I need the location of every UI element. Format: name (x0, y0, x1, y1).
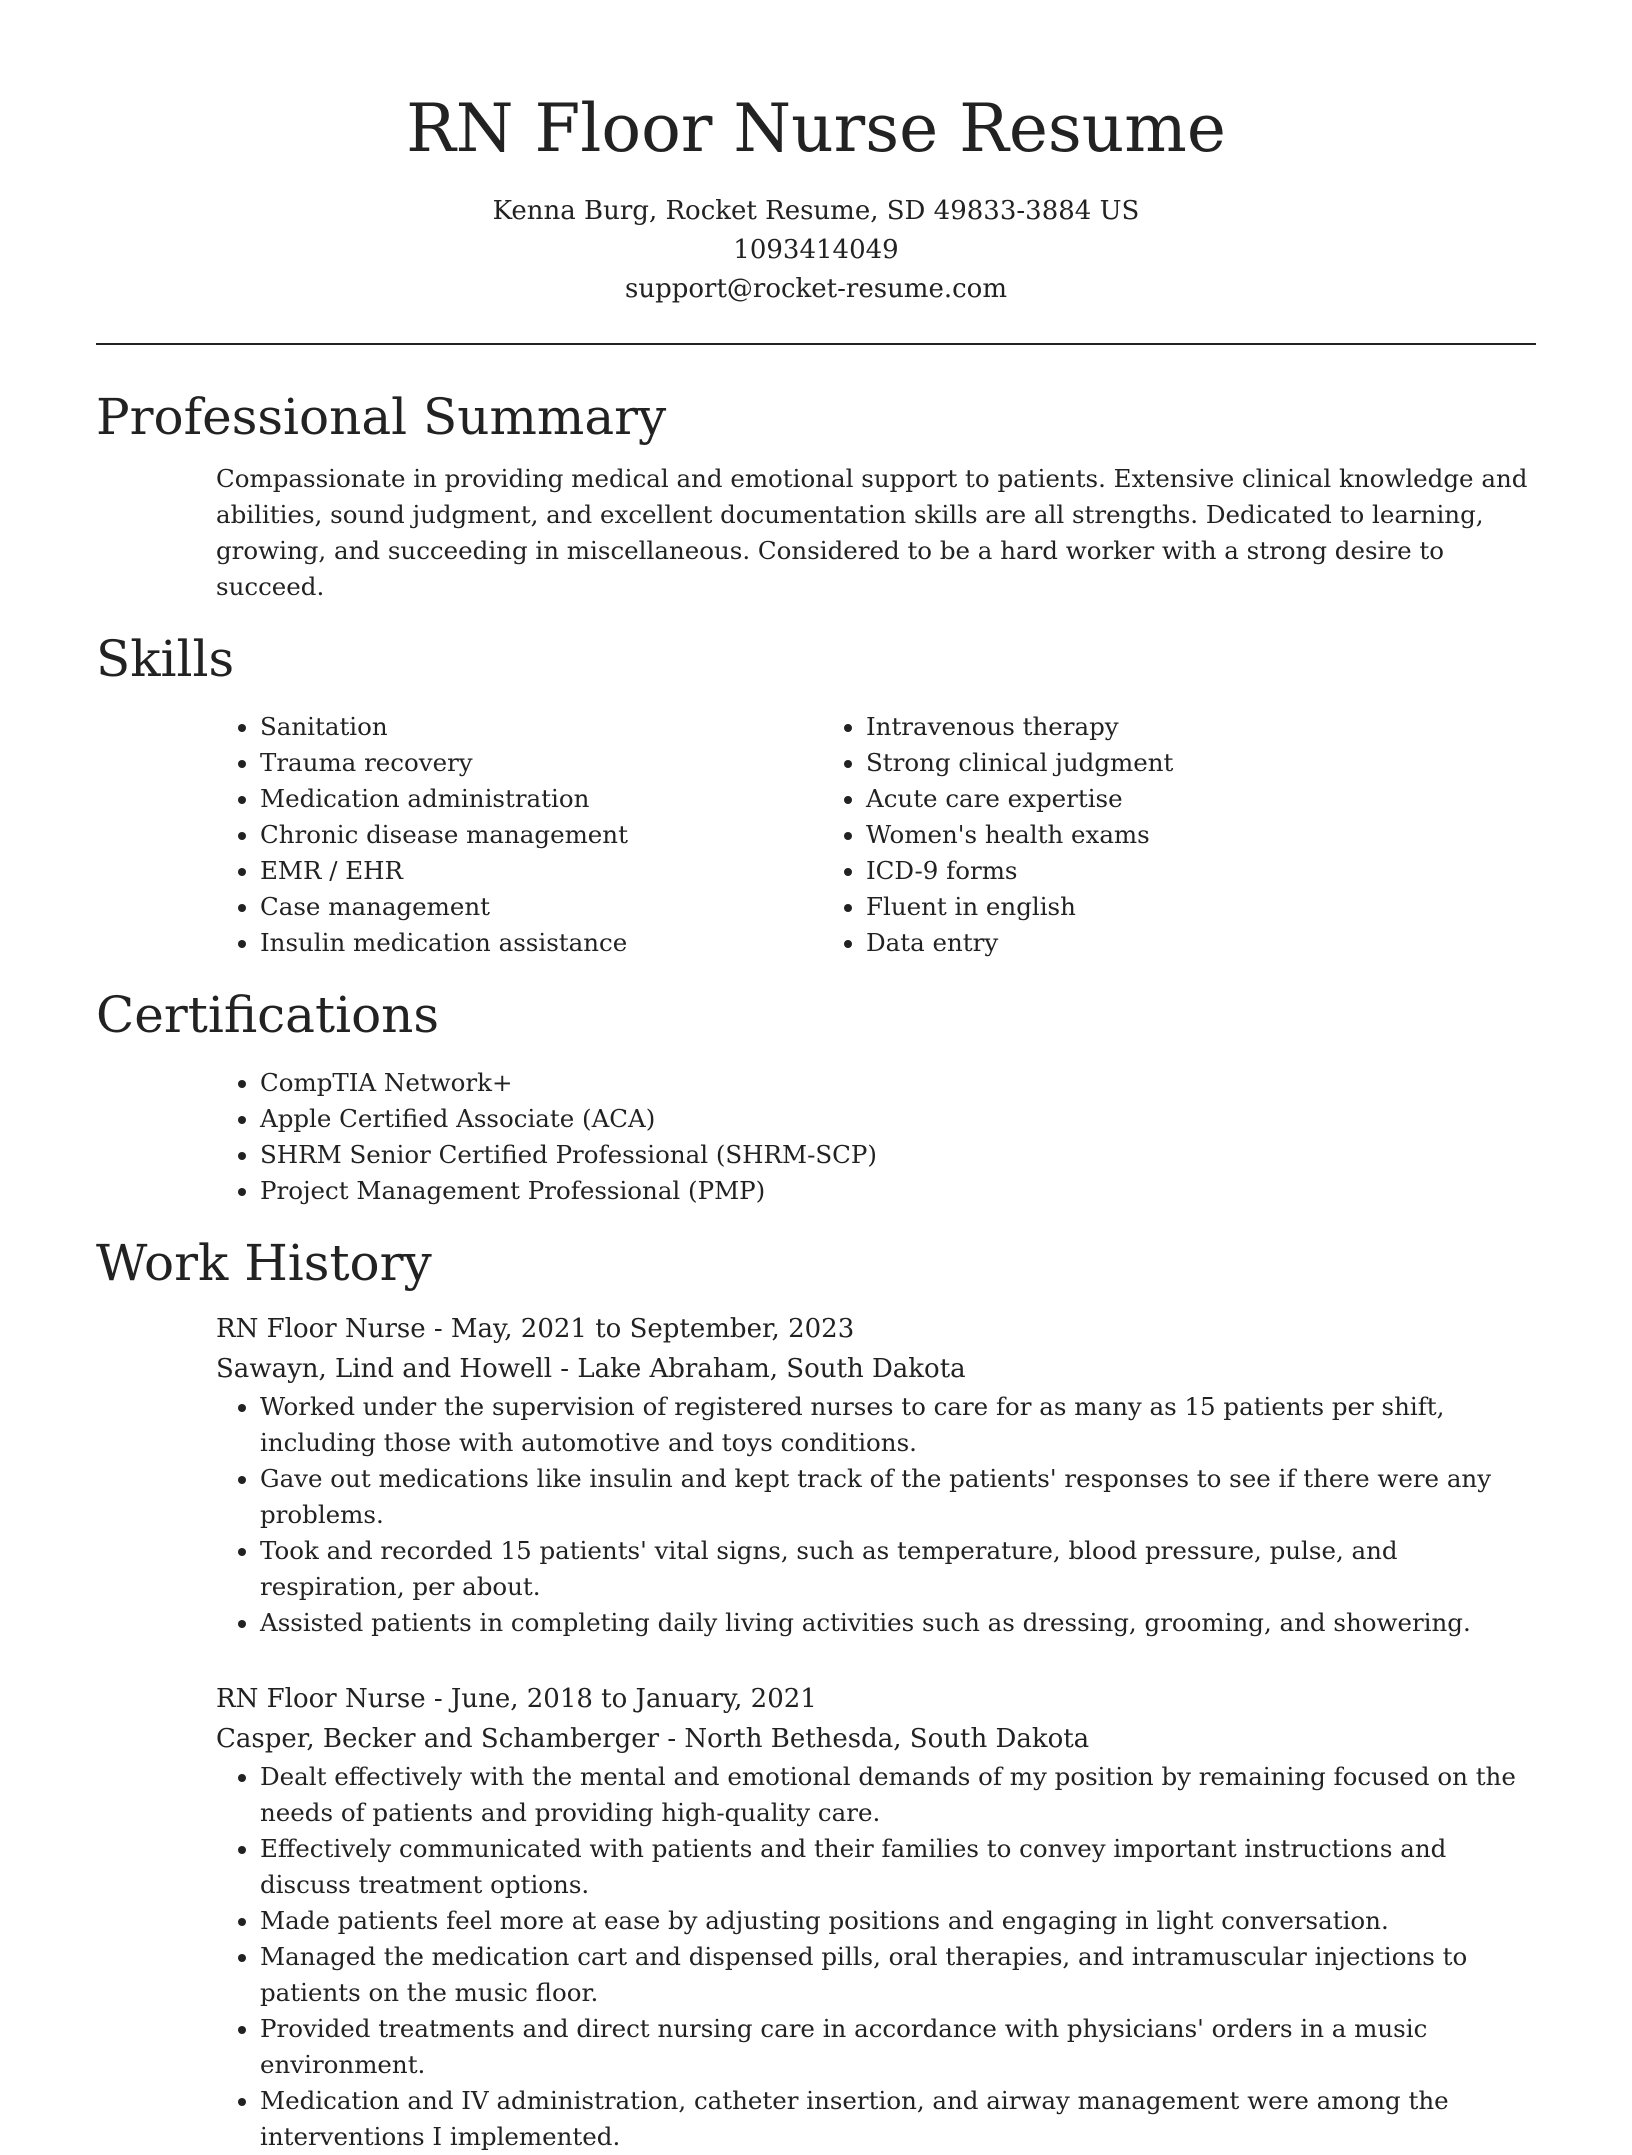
header-divider (96, 343, 1536, 345)
job-bullet: • Assisted patients in completing daily living activities such as dressing, grooming, and showering. (260, 1605, 1536, 1641)
skills-grid (216, 709, 1536, 961)
contact-email: support@rocket-resume.com (624, 274, 1007, 304)
skill-item: • ICD-9 forms (866, 853, 1428, 889)
skill-item: • Strong clinical judgment (866, 745, 1428, 781)
skill-item: • Case management (260, 889, 822, 925)
job-bullet: • Gave out medications like insulin and kept track of the patients' responses to see if there were any problems. (260, 1461, 1536, 1533)
job-bullet: • Worked under the supervision of registered nurses to care for as many as 15 patients per shift, including those with automotive and toys conditions. (260, 1389, 1536, 1461)
skill-item: • Data entry (866, 925, 1428, 961)
job-bullet-list (216, 1759, 1536, 2155)
skill-item: • Trauma recovery (260, 745, 822, 781)
skill-item: • Medication administration (260, 781, 822, 817)
job-entry-2 (216, 1679, 1536, 2155)
skill-item: • Acute care expertise (866, 781, 1428, 817)
skill-item: • EMR / EHR (260, 853, 822, 889)
contact-block (96, 192, 1536, 309)
certification-item: • Apple Certified Associate (ACA) (260, 1101, 1536, 1137)
job-bullet-list (216, 1389, 1536, 1641)
certification-item: • CompTIA Network+ (260, 1065, 1536, 1101)
job-company-line: Sawayn, Lind and Howell - Lake Abraham, South Dakota (216, 1354, 966, 1384)
professional-summary-section (96, 385, 1536, 605)
certification-item: • Project Management Professional (PMP) (260, 1173, 1536, 1209)
job-bullet: • Managed the medication cart and dispensed pills, oral therapies, and intramuscular injections to patients on the music floor. (260, 1939, 1536, 2011)
job-bullet: • Provided treatments and direct nursing care in accordance with physicians' orders in a music environment. (260, 2011, 1536, 2083)
skill-item: • Women's health exams (866, 817, 1428, 853)
contact-phone: 1093414049 (733, 235, 899, 265)
contact-address: Kenna Burg, Rocket Resume, SD 49833-3884 US (492, 196, 1140, 226)
section-heading-skills: Skills (96, 630, 235, 688)
skills-section (96, 627, 1536, 961)
job-bullet: • Medication and IV administration, catheter insertion, and airway management were among the interventions I implemented. (260, 2083, 1536, 2155)
job-title-line: RN Floor Nurse - June, 2018 to January, 2021 (216, 1684, 817, 1714)
skill-item: • Intravenous therapy (866, 709, 1428, 745)
certifications-list (216, 1065, 1536, 1209)
resume-page (96, 0, 1536, 2155)
resume-header (96, 0, 1536, 309)
summary-text: Compassionate in providing medical and emotional support to patients. Extensive clinical knowledge and abilities, sound judgment, and excellent documentation skills are all strengths. Dedicated to learning, growing, and succeeding in miscellaneous. Considered to be a hard worker with a strong desire to succeed. (216, 464, 1528, 601)
skills-column-left (216, 709, 822, 961)
job-bullet: • Effectively communicated with patients and their families to convey important instructions and discuss treatment options. (260, 1831, 1536, 1903)
section-heading-certifications: Certifications (96, 986, 440, 1044)
skill-item: • Insulin medication assistance (260, 925, 822, 961)
certifications-section (96, 983, 1536, 1209)
skill-item: • Sanitation (260, 709, 822, 745)
job-bullet: • Dealt effectively with the mental and emotional demands of my position by remaining focused on the needs of patients and providing high-quality care. (260, 1759, 1536, 1831)
section-heading-summary: Professional Summary (96, 388, 667, 446)
skills-column-right (822, 709, 1428, 961)
skill-item: • Chronic disease management (260, 817, 822, 853)
section-heading-work-history: Work History (96, 1234, 432, 1292)
certifications-list-wrap (216, 1065, 1536, 1209)
job-bullet: • Took and recorded 15 patients' vital signs, such as temperature, blood pressure, pulse, and respiration, per about. (260, 1533, 1536, 1605)
resume-title: RN Floor Nurse Resume (406, 90, 1226, 167)
work-history-section (96, 1231, 1536, 2155)
job-title-line: RN Floor Nurse - May, 2021 to September, 2023 (216, 1314, 855, 1344)
job-company-line: Casper, Becker and Schamberger - North Bethesda, South Dakota (216, 1724, 1090, 1754)
certification-item: • SHRM Senior Certified Professional (SHRM-SCP) (260, 1137, 1536, 1173)
job-entry-1 (216, 1309, 1536, 1641)
skill-item: • Fluent in english (866, 889, 1428, 925)
job-bullet: • Made patients feel more at ease by adjusting positions and engaging in light conversation. (260, 1903, 1536, 1939)
